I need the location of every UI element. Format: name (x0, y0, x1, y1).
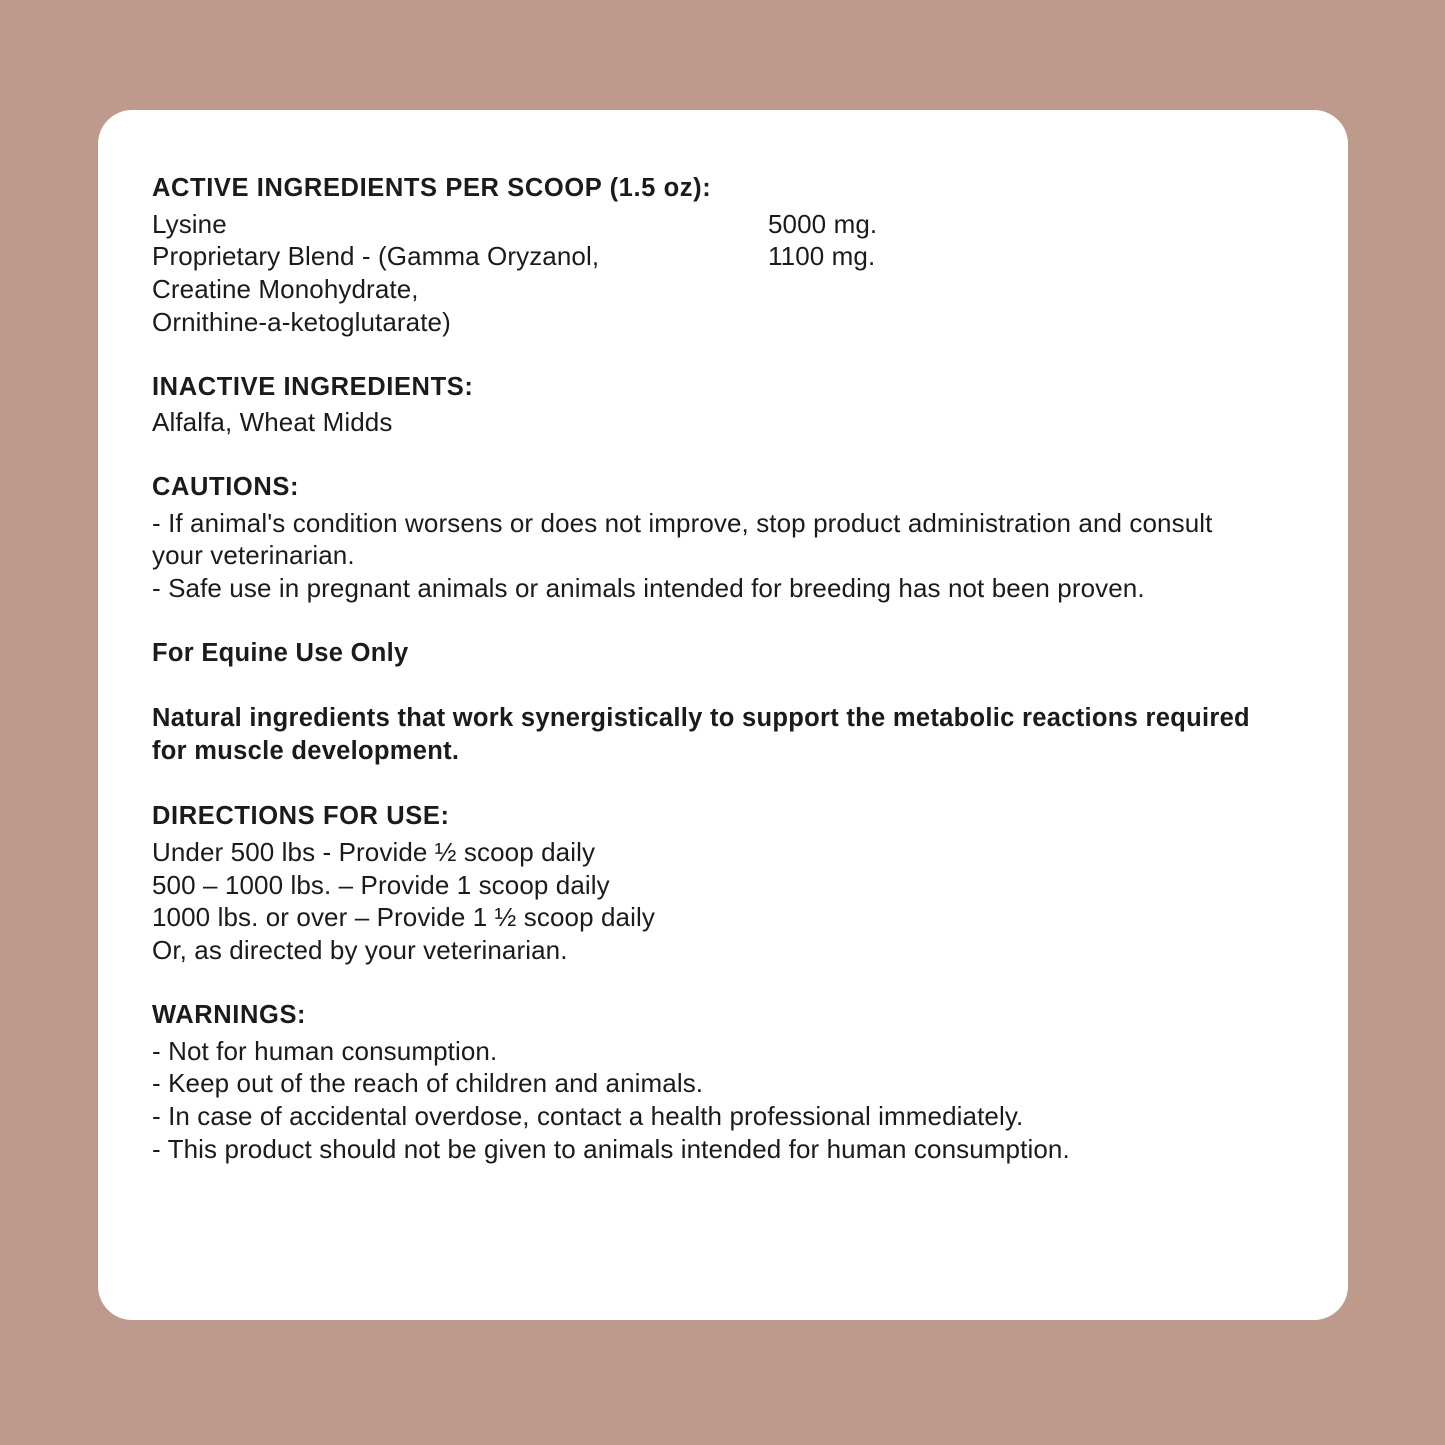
product-label-card (98, 110, 1348, 1320)
inactive-ingredients-heading: INACTIVE INGREDIENTS: (152, 372, 474, 401)
cautions-heading: CAUTIONS: (152, 473, 300, 501)
ingredient-name: Proprietary Blend - (Gamma Oryzanol, (152, 241, 600, 272)
warnings-line: - In case of accidental overdose, contact a health professional immediately. (152, 1101, 1024, 1132)
product-claim-line-2: for muscle development. (152, 737, 460, 766)
warnings-line: - Keep out of the reach of children and animals. (152, 1068, 704, 1099)
ingredient-amount: 5000 mg. (768, 208, 878, 239)
warnings-line: - Not for human consumption. (152, 1035, 498, 1066)
equine-use-note: For Equine Use Only (152, 638, 409, 667)
ingredient-amount: 1100 mg. (768, 241, 876, 272)
directions-line: Under 500 lbs - Provide ½ scoop daily (152, 836, 596, 867)
directions-line: 1000 lbs. or over – Provide 1 ½ scoop daily (152, 902, 655, 933)
directions-heading: DIRECTIONS FOR USE: (152, 802, 450, 831)
active-ingredients-heading: ACTIVE INGREDIENTS PER SCOOP (1.5 oz): (152, 174, 712, 202)
active-ingredients-table (152, 208, 1288, 339)
product-claim-line-1: Natural ingredients that work synergistically to support the metabolic reactions required (152, 704, 1250, 733)
directions-line: Or, as directed by your veterinarian. (152, 935, 568, 966)
ingredient-name: Ornithine-a-ketoglutarate) (152, 306, 451, 337)
ingredient-name: Lysine (152, 208, 227, 239)
warnings-heading: WARNINGS: (152, 1000, 307, 1029)
ingredient-name: Creatine Monohydrate, (152, 274, 419, 305)
inactive-ingredients-text: Alfalfa, Wheat Midds (152, 407, 393, 438)
table-row (152, 273, 1288, 306)
table-row (152, 240, 1288, 273)
table-row (152, 306, 1288, 339)
cautions-line: - Safe use in pregnant animals or animals intended for breeding has not been proven. (152, 573, 1145, 604)
cautions-line: your veterinarian. (152, 540, 355, 571)
cautions-line: - If animal's condition worsens or does not improve, stop product administration and consult (152, 507, 1213, 538)
label-content (152, 172, 1288, 1166)
directions-line: 500 – 1000 lbs. – Provide 1 scoop daily (152, 869, 610, 900)
table-row (152, 208, 1288, 241)
warnings-line: - This product should not be given to animals intended for human consumption. (152, 1133, 1070, 1164)
